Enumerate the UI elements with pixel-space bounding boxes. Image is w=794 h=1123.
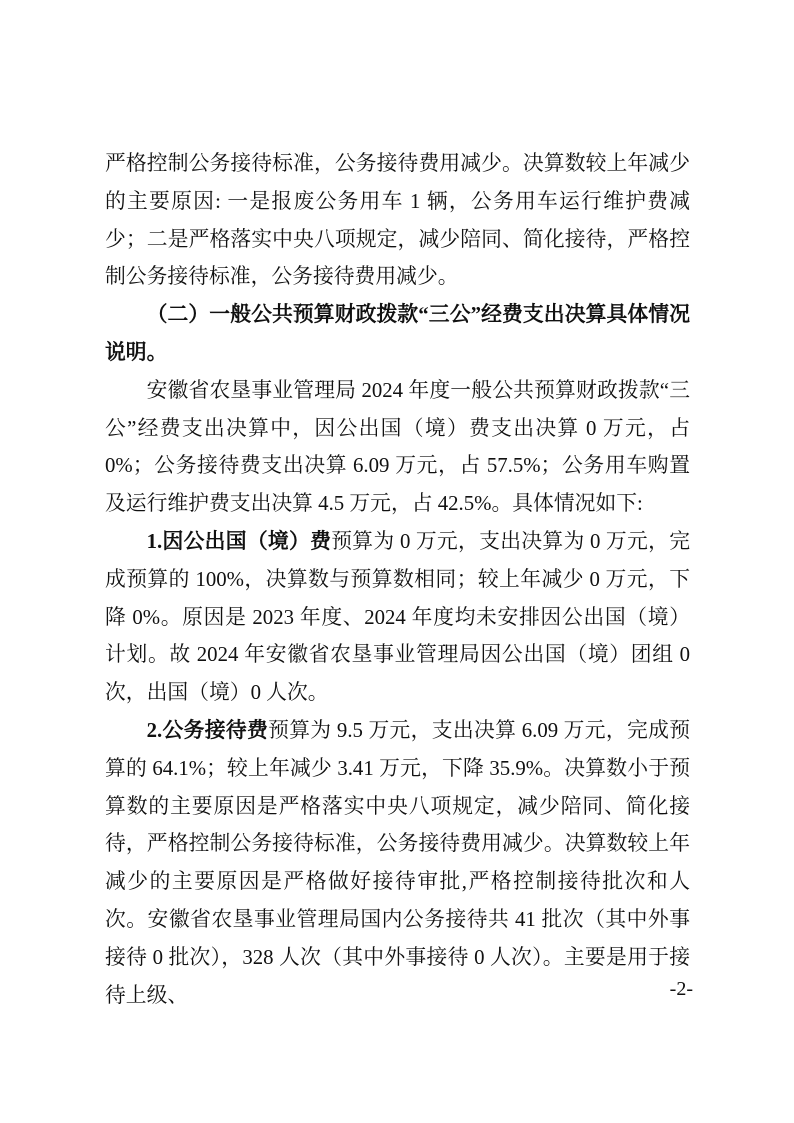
paragraph-prev-reception-reason: 严格控制公务接待标准，公务接待费用减少。决算数较上年减少的主要原因: 一是报废公务用车 1 辆，公务用车运行维护费减少；二是严格落实中央八项规定，减少陪同、简化接待，严格控制公务接待标准，公务接待费用减少。 bbox=[105, 152, 690, 289]
document-body bbox=[105, 145, 690, 1014]
paragraph-overseas-travel-expense bbox=[105, 523, 690, 712]
paragraph-expense-overview: 安徽省农垦事业管理局 2024 年度一般公共预算财政拨款“三公”经费支出决算中，因公出国（境）费支出决算 0 万元，占 0%；公务接待费支出决算 6.09 万元，占 57.5%；公务用车购置及运行维护费支出决算 4.5 万元，占 42.5%。具体情况如下: bbox=[105, 378, 690, 516]
item-2-title-official-reception: 2.公务接待费 bbox=[146, 718, 269, 742]
item-1-body-text: 预算为 0 万元，支出决算为 0 万元，完成预算的 100%，决算数与预算数相同；较上年减少 0 万元，下降 0%。原因是 2023 年度、2024 年度均未安排因公出国（境）计划。故 2024 年安徽省农垦事业管理局因公出国（境）团组 0 次，出国（境）0 人次。 bbox=[105, 529, 690, 705]
paragraph-official-reception-expense bbox=[105, 712, 690, 1014]
section-heading-three-public-funds: （二）一般公共预算财政拨款“三公”经费支出决算具体情况说明。 bbox=[105, 303, 690, 364]
item-2-body-text: 预算为 9.5 万元，支出决算 6.09 万元，完成预算的 64.1%；较上年减少 3.41 万元，下降 35.9%。决算数小于预算数的主要原因是严格落实中央八项规定，减少陪同、简化接待，严格控制公务接待标准，公务接待费用减少。决算数较上年减少的主要原因是严格做好接待审批,严格控制接待批次和人次。安徽省农垦事业管理局国内公务接待共 41 批次（其中外事接待 0 批次），328 人次（其中外事接待 0 人次）。主要是用于接待上级、 bbox=[105, 718, 690, 1007]
item-1-title-overseas-travel: 1.因公出国（境）费 bbox=[146, 529, 332, 553]
page-number: -2- bbox=[669, 978, 693, 1000]
